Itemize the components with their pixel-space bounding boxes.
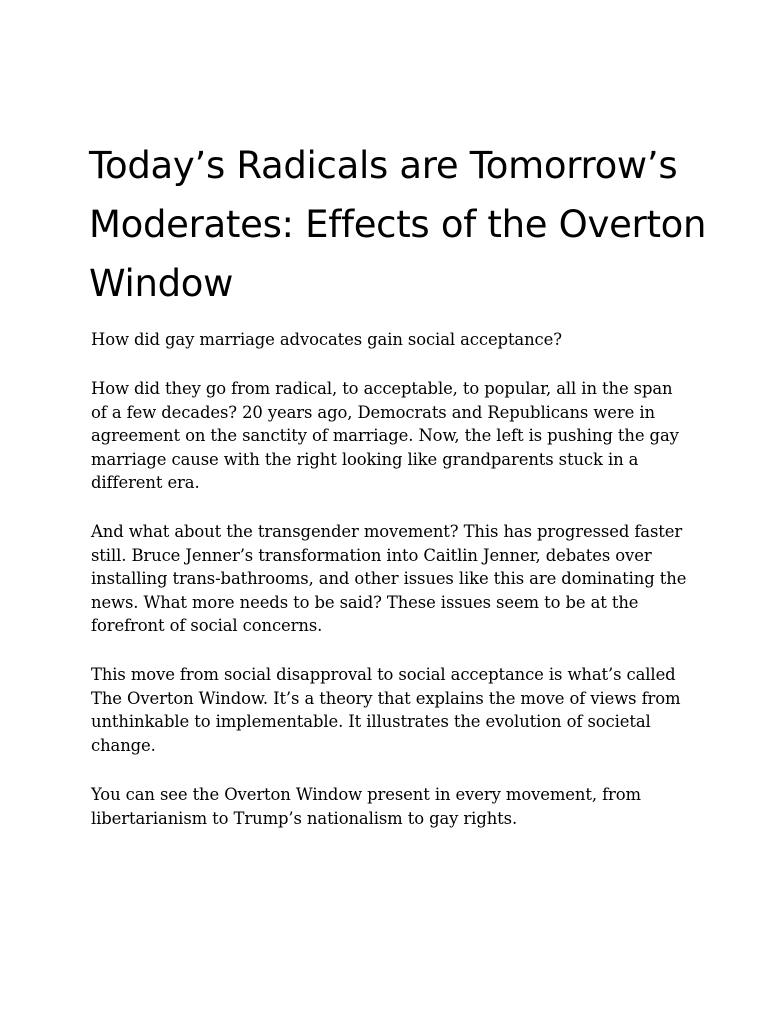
document-body [91,328,691,856]
paragraph-2: How did they go from radical, to acceptable, to popular, all in the span of a few decades? 20 years ago, Democrats and Republicans were in agreement on the sanctity of marriage. Now, the left is pushing the gay marriage cause with the right looking like grandparents stuck in a different era. [91,379,679,493]
paragraph-3: And what about the transgender movement? This has progressed faster still. Bruce Jenner’s transformation into Caitlin Jenner, debates over installing trans-bathrooms, and other issues like this are dominating the news. What more needs to be said? These issues seem to be at the forefront of social concerns. [91,522,687,636]
paragraph-5: You can see the Overton Window present in every movement, from libertarianism to Trump’s nationalism to gay rights. [91,785,641,828]
paragraph-4: This move from social disapproval to social acceptance is what’s called The Overton Window. It’s a theory that explains the move of views from unthinkable to implementable. It illustrates the evolution of societal change. [91,665,681,755]
document-title: Today’s Radicals are Tomorrow’s Moderates: Effects of the Overton Window [89,144,707,305]
paragraph-1: How did gay marriage advocates gain social acceptance? [91,330,562,349]
